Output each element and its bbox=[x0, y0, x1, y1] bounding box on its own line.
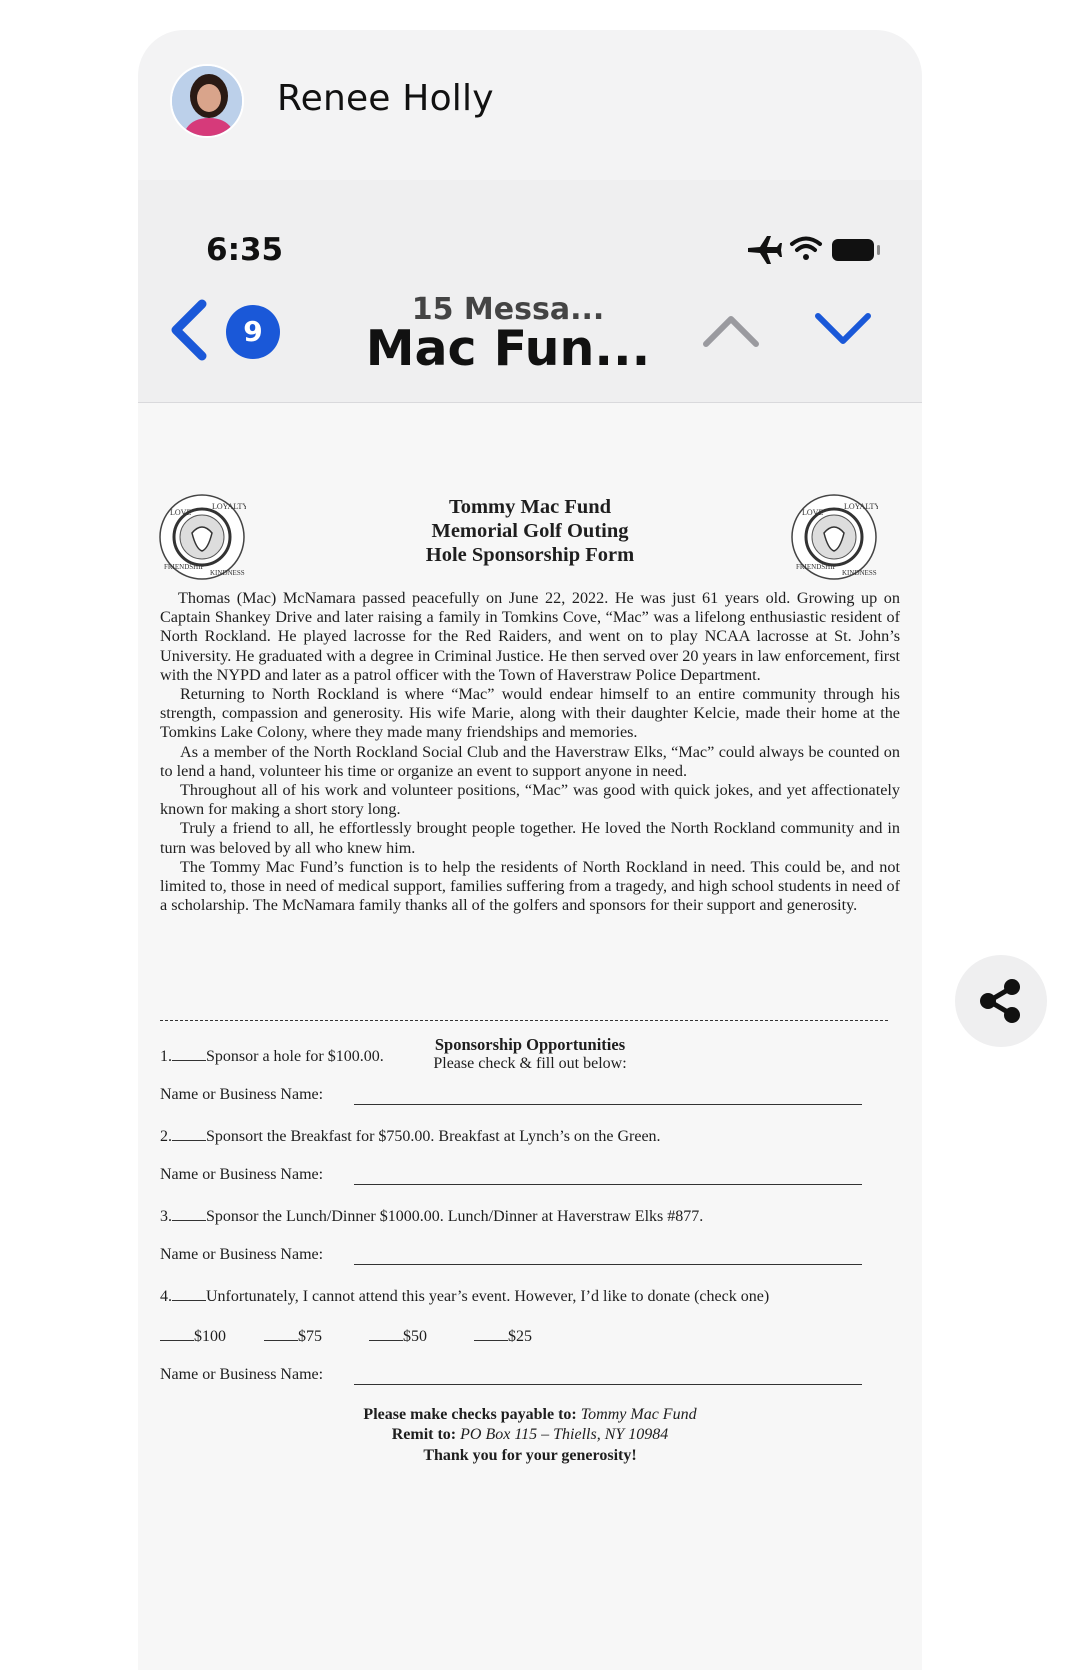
amount-label: $75 bbox=[298, 1328, 322, 1345]
thank-you-note: Thank you for your generosity! bbox=[423, 1447, 637, 1464]
title-line: Hole Sponsorship Form bbox=[425, 544, 635, 566]
amount-label: $25 bbox=[508, 1328, 532, 1345]
sponsorship-instructions: Please check & fill out below: bbox=[433, 1055, 627, 1072]
svg-text:KINDNESS: KINDNESS bbox=[842, 569, 877, 577]
bio-paragraph: The Tommy Mac Fund’s function is to help the residents of North Rockland in need. This could be, and not limited to, those in need of medical support, families suffering from a tragedy, and high school students in need of a scholarship. The McNamara family thanks all of the golfers and sponsors for their support and generosity. bbox=[160, 857, 900, 915]
name-field[interactable] bbox=[354, 1103, 862, 1105]
checkbox-blank[interactable] bbox=[172, 1046, 206, 1061]
share-icon bbox=[955, 955, 1047, 1047]
bio-paragraph: As a member of the North Rockland Social Club and the Haverstraw Elks, “Mac” could always be counted on to lend a hand, volunteer his time or organize an event to support anyone in need. bbox=[160, 742, 900, 780]
donation-100 bbox=[160, 1326, 226, 1346]
bio-paragraph: Thomas (Mac) McNamara passed peacefully on June 22, 2022. He was just 61 years old. Growing up on Captain Shankey Drive and later raising a family in Tomkins Cove, “Mac” was a lifelong enthusiastic resident of North Rockland. He played lacrosse for the Red Raiders, and went on to play NCAA lacrosse at St. John’s University. He graduated with a degree in Criminal Justice. He then served over 20 years in law enforcement, first with the NYPD and later as a patrol officer with the Town of Haverstraw Police Department. bbox=[160, 589, 900, 684]
svg-text:FRIENDSHIP: FRIENDSHIP bbox=[164, 563, 205, 571]
checkbox-blank[interactable] bbox=[172, 1126, 206, 1141]
status-time: 6:35 bbox=[206, 232, 284, 268]
fund-seal-icon bbox=[790, 493, 878, 581]
donation-75 bbox=[264, 1326, 322, 1346]
title-line: Memorial Golf Outing bbox=[431, 520, 629, 542]
sponsorship-title: Sponsorship Opportunities bbox=[434, 1035, 626, 1054]
option-number: 1. bbox=[160, 1048, 172, 1065]
fund-seal-icon bbox=[158, 493, 246, 581]
checkbox-blank[interactable] bbox=[264, 1326, 298, 1341]
checkbox-blank[interactable] bbox=[474, 1326, 508, 1341]
bio-paragraph: Returning to North Rockland is where “Mac” would endear himself to an entire community through his strength, compassion and generosity. His wife Marie, along with their daughter Kelcie, made their home at the Tomkins Lake Colony, where they made many friendships and memories. bbox=[160, 685, 900, 742]
post-card bbox=[138, 30, 922, 1670]
remit-label: Remit to: bbox=[391, 1426, 457, 1443]
airplane-icon bbox=[748, 236, 782, 264]
avatar[interactable] bbox=[170, 64, 244, 138]
sponsorship-form-document bbox=[138, 403, 922, 1670]
payable-value: Tommy Mac Fund bbox=[580, 1406, 697, 1423]
checkbox-blank[interactable] bbox=[172, 1286, 206, 1301]
chevron-left-icon bbox=[158, 290, 220, 370]
battery-icon bbox=[832, 239, 880, 261]
remit-value: PO Box 115 – Thiells, NY 10984 bbox=[460, 1426, 669, 1443]
option-text: Sponsor the Lunch/Dinner $1000.00. Lunch/Dinner at Haverstraw Elks #877. bbox=[206, 1208, 704, 1225]
name-field[interactable] bbox=[354, 1183, 862, 1185]
option-number: 4. bbox=[160, 1288, 172, 1305]
previous-message-button[interactable] bbox=[698, 300, 764, 360]
sponsorship-option-3 bbox=[160, 1206, 703, 1226]
name-field-label: Name or Business Name: bbox=[160, 1086, 324, 1103]
post-header bbox=[138, 30, 922, 150]
payable-label: Please make checks payable to: bbox=[363, 1406, 577, 1423]
share-button[interactable] bbox=[955, 955, 1047, 1047]
name-field-label: Name or Business Name: bbox=[160, 1246, 324, 1263]
mail-header bbox=[138, 180, 922, 403]
name-field-label: Name or Business Name: bbox=[160, 1366, 324, 1383]
name-field[interactable] bbox=[354, 1383, 862, 1385]
remit-line bbox=[138, 1426, 922, 1444]
option-text: Unfortunately, I cannot attend this year’s event. However, I’d like to donate (check one) bbox=[206, 1288, 770, 1305]
checkbox-blank[interactable] bbox=[172, 1206, 206, 1221]
amount-label: $50 bbox=[403, 1328, 427, 1345]
biography bbox=[160, 589, 900, 915]
checkbox-blank[interactable] bbox=[160, 1326, 194, 1341]
checkbox-blank[interactable] bbox=[369, 1326, 403, 1341]
donation-25 bbox=[474, 1326, 532, 1346]
svg-text:LOVE: LOVE bbox=[802, 508, 824, 517]
svg-text:LOVE: LOVE bbox=[170, 508, 192, 517]
donation-50 bbox=[369, 1326, 427, 1346]
svg-text:KINDNESS: KINDNESS bbox=[210, 569, 245, 577]
sponsorship-option-1 bbox=[160, 1046, 384, 1066]
dashed-divider bbox=[160, 1020, 888, 1021]
message-count: 15 Messa... bbox=[411, 292, 605, 327]
document-title bbox=[318, 495, 742, 567]
option-text: Sponsor a hole for $100.00. bbox=[206, 1048, 384, 1065]
svg-text:FRIENDSHIP: FRIENDSHIP bbox=[796, 563, 837, 571]
name-field[interactable] bbox=[354, 1263, 862, 1265]
payable-line bbox=[138, 1406, 922, 1424]
amount-label: $100 bbox=[194, 1328, 226, 1345]
back-button[interactable] bbox=[158, 290, 220, 370]
sponsorship-option-4 bbox=[160, 1286, 769, 1306]
bio-paragraph: Truly a friend to all, he effortlessly brought people together. He loved the North Rockland community and in turn was beloved by all who knew him. bbox=[160, 819, 900, 857]
thread-title: Mac Fun... bbox=[365, 320, 651, 377]
name-field-label: Name or Business Name: bbox=[160, 1166, 324, 1183]
bio-paragraph: Throughout all of his work and volunteer positions, “Mac” was good with quick jokes, and yet affectionately known for making a short story long. bbox=[160, 781, 900, 819]
unread-badge[interactable]: 9 bbox=[226, 305, 280, 359]
chevron-up-icon bbox=[698, 300, 764, 360]
wifi-icon bbox=[792, 239, 820, 261]
svg-text:LOYALTY: LOYALTY bbox=[212, 502, 246, 511]
next-message-button[interactable] bbox=[810, 300, 876, 360]
option-number: 3. bbox=[160, 1208, 172, 1225]
option-number: 2. bbox=[160, 1128, 172, 1145]
title-line: Tommy Mac Fund bbox=[448, 496, 612, 518]
status-icons bbox=[746, 230, 896, 270]
sponsorship-option-2 bbox=[160, 1126, 661, 1146]
author-name[interactable]: Renee Holly bbox=[277, 78, 494, 119]
chevron-down-icon bbox=[810, 300, 876, 360]
option-text: Sponsort the Breakfast for $750.00. Breakfast at Lynch’s on the Green. bbox=[206, 1128, 661, 1145]
svg-text:LOYALTY: LOYALTY bbox=[844, 502, 878, 511]
